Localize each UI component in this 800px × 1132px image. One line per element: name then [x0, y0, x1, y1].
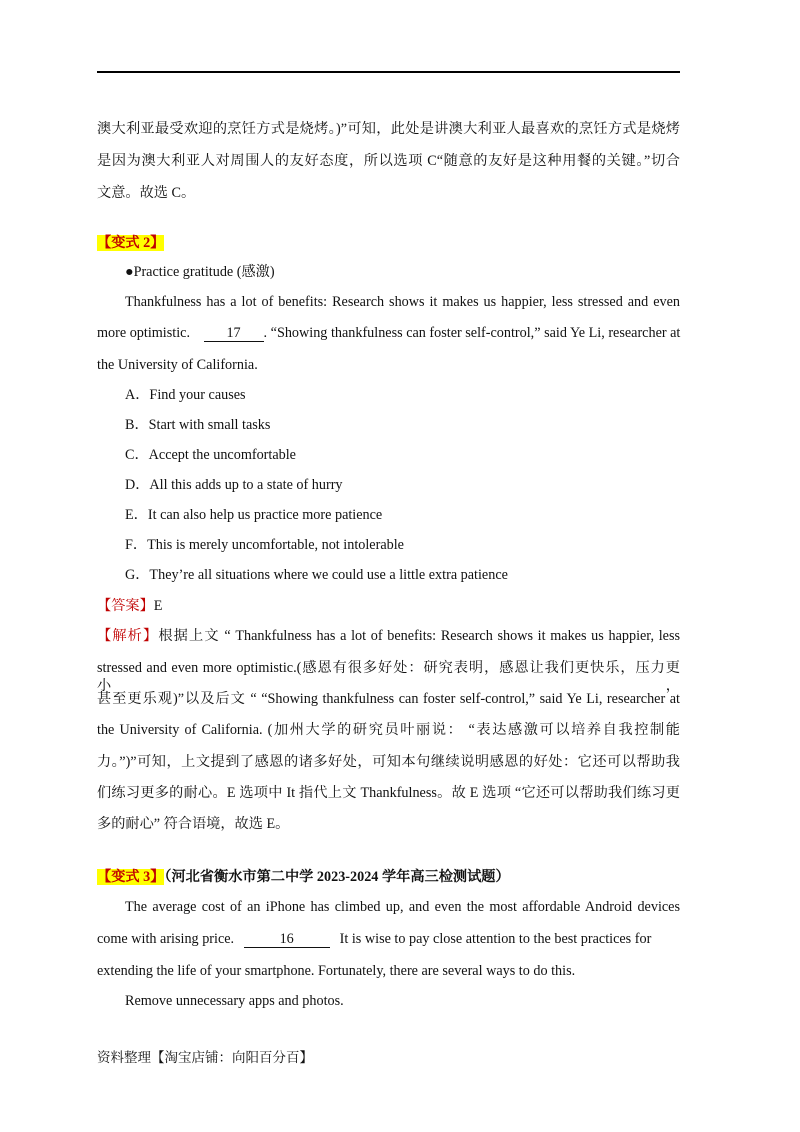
answer-blank-16[interactable]: 16: [244, 931, 330, 948]
variant3-source: （河北省衡水市第二中学 2023-2024 学年高三检测试题）: [164, 869, 510, 885]
analysis-line: [97, 627, 680, 645]
analysis-line: the University of California. (加州大学的研究员叶丽说： “表达感激可以培养自我控制能: [97, 722, 680, 738]
passage-line: [97, 930, 651, 948]
analysis-line: 们练习更多的耐心。E 选项中 It 指代上文 Thankfulness。故 E 选项 “它还可以帮助我们练习更: [97, 785, 680, 801]
option-d: D．All this adds up to a state of hurry: [125, 477, 343, 493]
analysis-text: 根据上文 “ Thankfulness has a lot of benefits: Research shows it makes us happier, less: [158, 628, 680, 644]
option-a: A．Find your causes: [125, 387, 246, 403]
explanation-line: 澳大利亚最受欢迎的烹饪方式是烧烤。)”可知，此处是讲澳大利亚人最喜欢的烹饪方式是烧烤: [97, 121, 680, 137]
option-e: E．It can also help us practice more patience: [125, 507, 383, 523]
analysis-line: 甚至更乐观)”以及后文 “ “Showing thankfulness can foster self-control,” said Ye Li, researcher at: [97, 691, 680, 707]
analysis-line: stressed and even more optimistic.(感恩有很多好处：研究表明，感恩让我们更快乐，压力更小，: [97, 660, 680, 694]
variant2-heading: [97, 234, 164, 252]
passage-line: extending the life of your smartphone. Fortunately, there are several ways to do this.: [97, 963, 576, 979]
passage-line: [97, 324, 680, 342]
passage-text: It is wise to pay close attention to the best practices for: [339, 931, 652, 947]
option-c: C．Accept the uncomfortable: [125, 447, 296, 463]
passage-line: the University of California.: [97, 357, 258, 373]
passage-text: more optimistic.: [97, 325, 190, 341]
analysis-line: 力。”)”可知，上文提到了感恩的诸多好处，可知本句继续说明感恩的好处：它还可以帮助我: [97, 754, 680, 770]
variant2-label: 【变式 2】: [97, 235, 165, 251]
option-f: F．This is merely uncomfortable, not intolerable: [125, 537, 404, 553]
option-g: G．They’re all situations where we could use a little extra patience: [125, 567, 508, 583]
passage-text: . “Showing thankfulness can foster self-control,” said Ye Li, researcher at: [263, 325, 681, 341]
explanation-line: 文意。故选 C。: [97, 185, 196, 201]
header-rule: [97, 71, 680, 73]
answer-line: [97, 597, 162, 615]
footer: 资料整理【淘宝店铺：向阳百分百】: [97, 1050, 313, 1065]
passage-line: Thankfulness has a lot of benefits: Research shows it makes us happier, less stressed and even: [125, 294, 680, 310]
variant2-bullet: ●Practice gratitude (感激): [125, 264, 275, 280]
analysis-line: 多的耐心” 符合语境，故选 E。: [97, 816, 290, 832]
passage-line: Remove unnecessary apps and photos.: [125, 993, 344, 1009]
passage-text: come with arising price.: [97, 931, 235, 947]
answer-label: 【答案】: [97, 598, 154, 614]
explanation-line: 是因为澳大利亚人对周围人的友好态度，所以选项 C“随意的友好是这种用餐的关键。”切合: [97, 153, 680, 169]
variant3-heading: [97, 868, 510, 886]
passage-line: The average cost of an iPhone has climbed up, and even the most affordable Android devices: [125, 899, 680, 915]
option-b: B．Start with small tasks: [125, 417, 271, 433]
answer-blank-17[interactable]: 17: [204, 325, 264, 342]
answer-value: E: [153, 598, 163, 614]
analysis-label: 【解析】: [97, 628, 159, 644]
variant3-label: 【变式 3】: [97, 869, 165, 885]
